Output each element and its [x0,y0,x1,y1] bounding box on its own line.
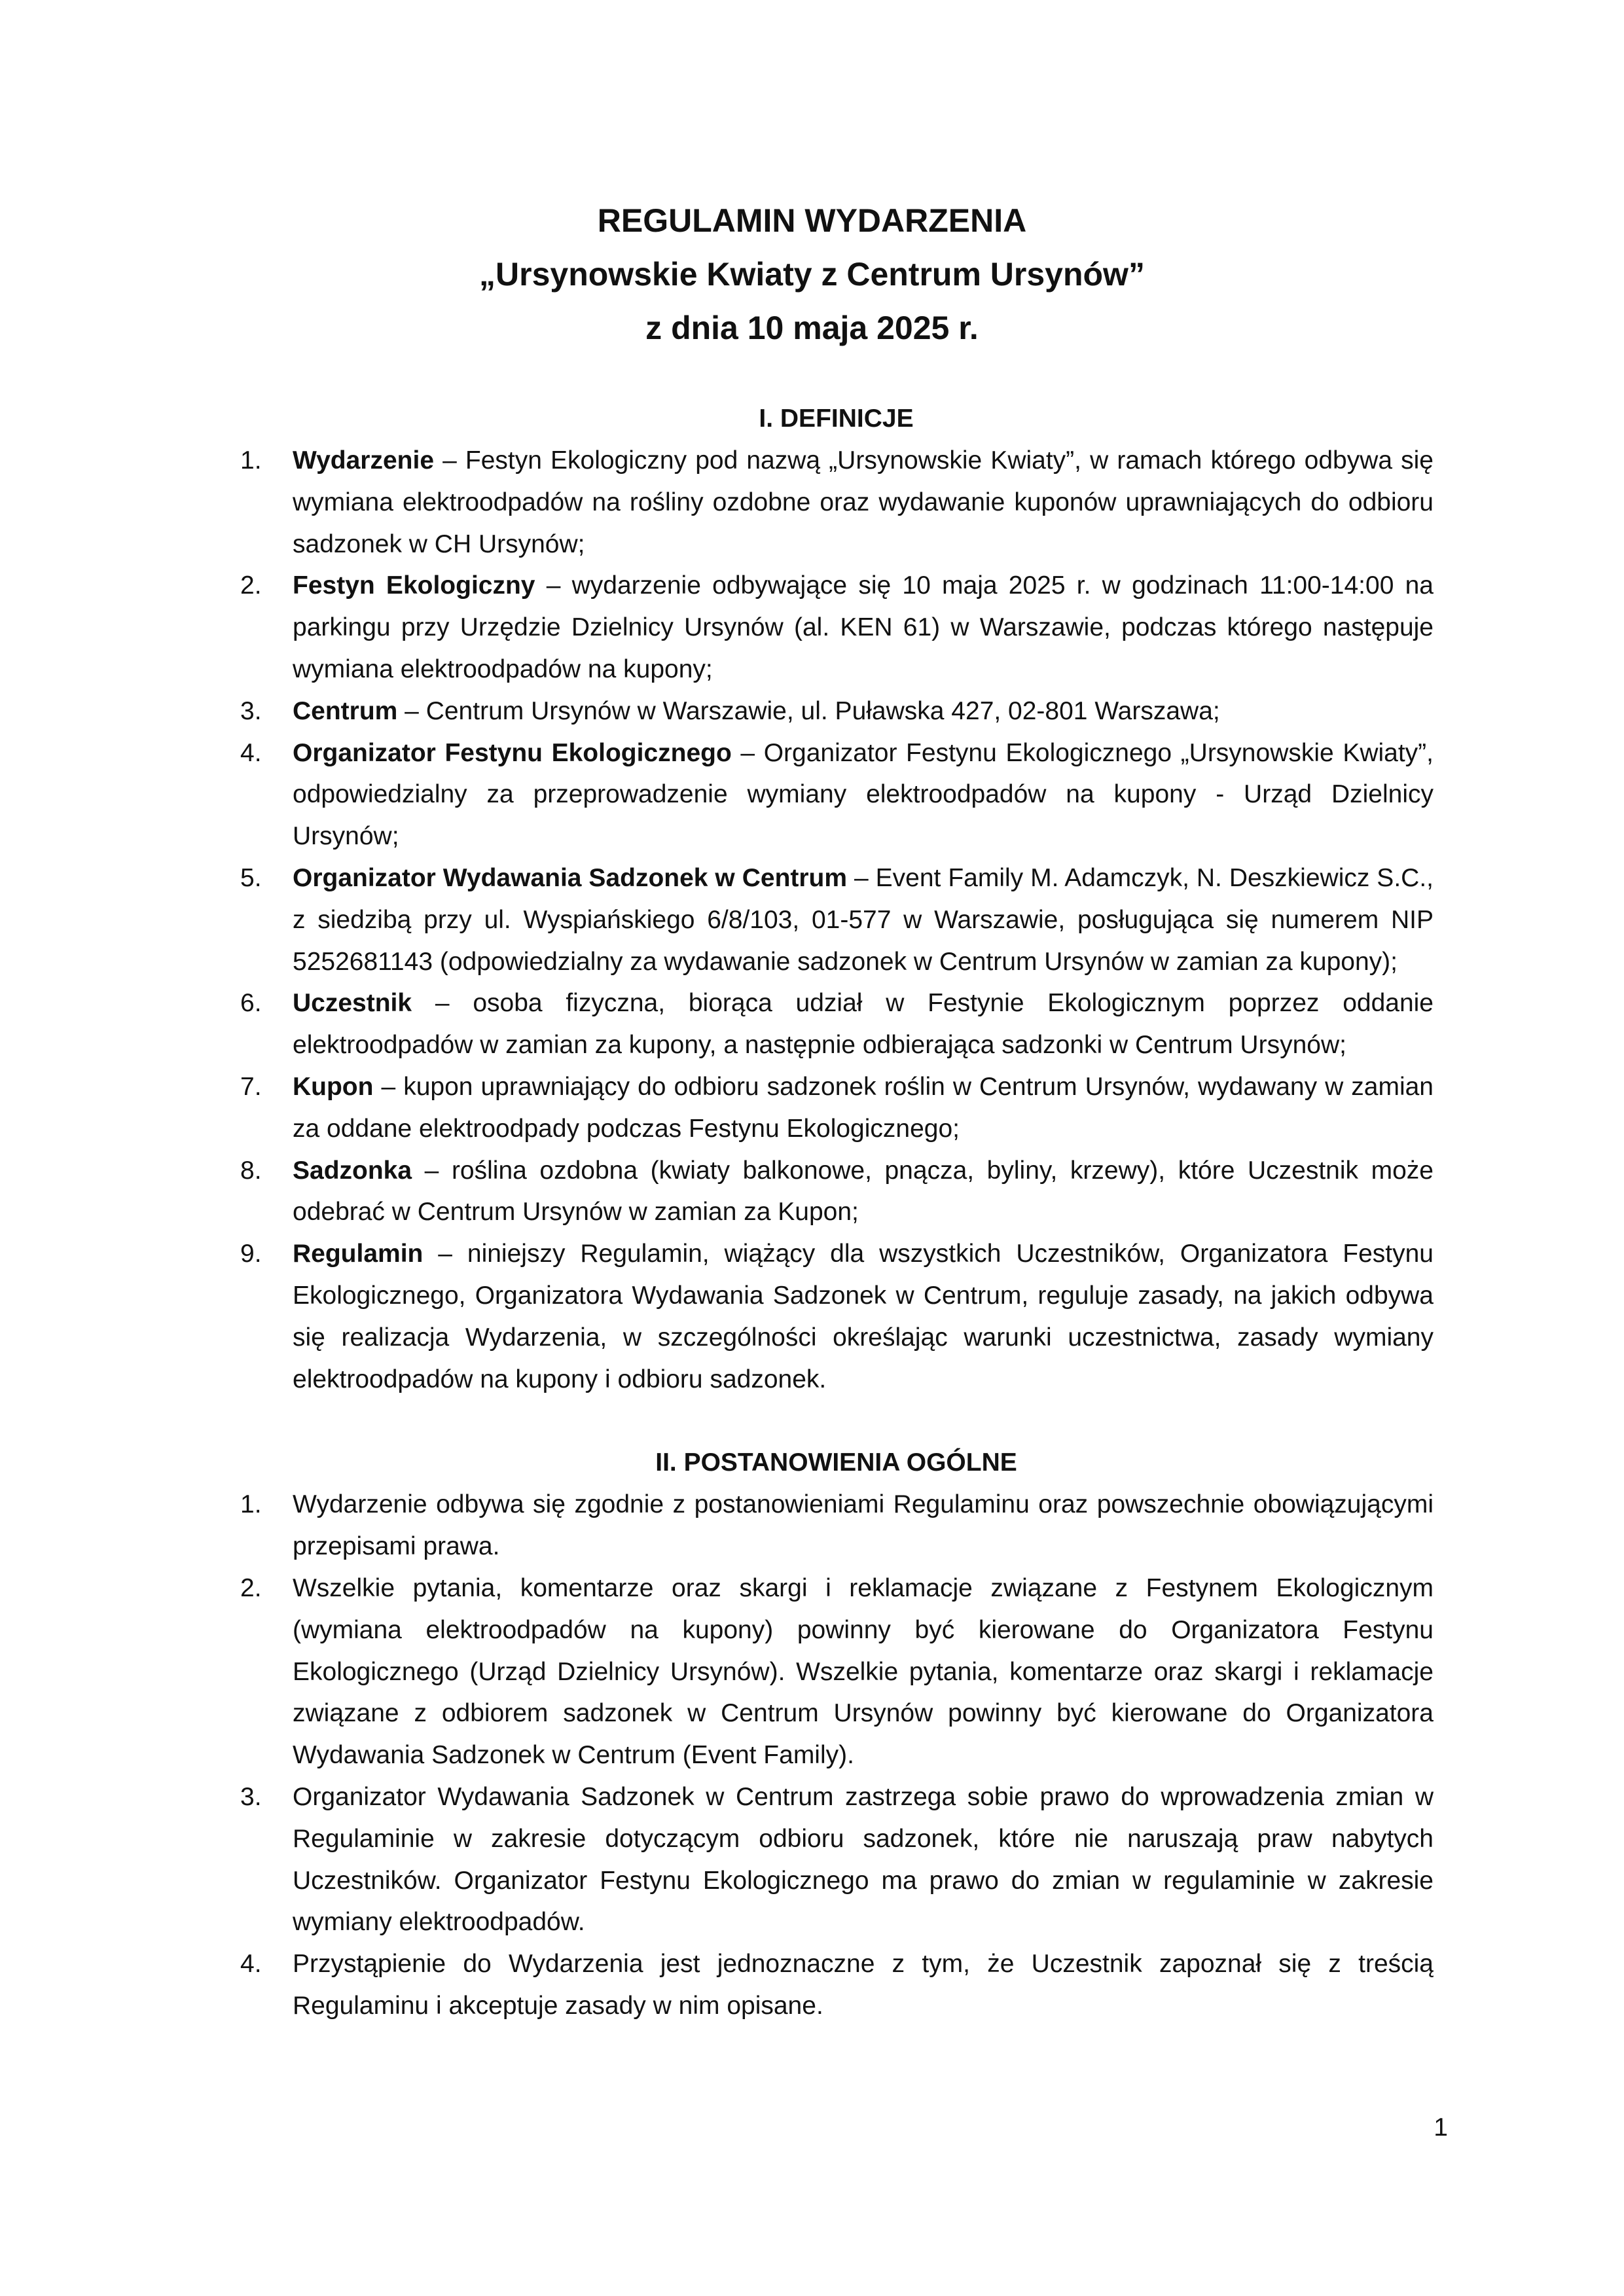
item-number: 4. [240,738,262,767]
section-heading-general-provisions: II. POSTANOWIENIA OGÓLNE [655,1448,1017,1477]
definition-text: – Organizator Festynu Ekologicznego „Ursynowskie Kwiaty”, odpowiedzialny za przeprowadzenie wymiany elektroodpadów na kupony - Urząd Dzielnicy Ursynów; [293,738,1434,851]
definition-text: – roślina ozdobna (kwiaty balkonowe, pnącza, byliny, krzewy), które Uczestnik może odebrać w Centrum Ursynów w zamian za Kupon; [293,1156,1434,1227]
title-line-1: REGULAMIN WYDARZENIA [597,202,1027,239]
list-item [239,1150,1434,1234]
defined-term: Festyn Ekologiczny [293,571,535,600]
document-body [239,398,1434,2027]
item-number: 2. [240,1573,262,1602]
title-line-2: „Ursynowskie Kwiaty z Centrum Ursynów” [479,256,1145,293]
provision-text: Organizator Wydawania Sadzonek w Centrum zastrzega sobie prawo do wprowadzenia zmian w Regulaminie w zakresie dotyczącym odbioru sadzonek, które nie naruszają praw nabytych Uczestników. Organizator Festynu Ekologicznego ma prawo do zmian w regulaminie w zakresie wymiany elektroodpadów. [293,1782,1434,1937]
list-item [239,1943,1434,2027]
list-item [239,982,1434,1066]
section-heading-definitions: I. DEFINICJE [759,404,914,433]
item-number: 1. [240,1490,262,1519]
item-number: 2. [240,571,262,600]
defined-term: Uczestnik [293,989,412,1018]
list-item [239,1066,1434,1150]
title-line-3: z dnia 10 maja 2025 r. [645,310,979,346]
list-item [239,440,1434,565]
list-item [239,1568,1434,1776]
defined-term: Kupon [293,1072,374,1101]
list-item [239,1776,1434,1943]
item-number: 4. [240,1950,262,1979]
provision-text: Przystąpienie do Wydarzenia jest jednoznaczne z tym, że Uczestnik zapoznał się z treścią Regulaminu i akceptuje zasady w nim opisane. [293,1950,1434,2020]
list-item [239,691,1434,732]
general-provisions-list [239,1484,1434,2026]
list-item [239,857,1434,982]
definition-text: – Festyn Ekologiczny pod nazwą „Ursynowskie Kwiaty”, w ramach którego odbywa się wymiana elektroodpadów na rośliny ozdobne oraz wydawanie kuponów uprawniających do odbioru sadzonek w CH Ursynów; [293,446,1434,558]
definitions-list [239,440,1434,1400]
defined-term: Wydarzenie [293,446,435,475]
item-number: 3. [240,1782,262,1811]
definition-text: – niniejszy Regulamin, wiążący dla wszystkich Uczestników, Organizatora Festynu Ekologicznego, Organizatora Wydawania Sadzonek w Centrum, reguluje zasady, na jakich odbywa się realizacja Wydarzenia, w szczególności określając warunki uczestnictwa, zasady wymiany elektroodpadów na kupony i odbioru sadzonek. [293,1240,1434,1393]
document-title [0,194,1624,355]
item-number: 9. [240,1240,262,1268]
definition-text: – osoba fizyczna, biorąca udział w Festynie Ekologicznym poprzez oddanie elektroodpadów w zamian za kupony, a następnie odbierająca sadzonki w Centrum Ursynów; [293,989,1434,1060]
item-number: 5. [240,863,262,892]
defined-term: Centrum [293,696,398,725]
definition-text: – Event Family M. Adamczyk, N. Deszkiewicz S.C., z siedzibą przy ul. Wyspiańskiego 6/8/103, 01-577 w Warszawie, posługująca się numerem NIP 5252681143 (odpowiedzialny za wydawanie sadzonek w Centrum Ursynów w zamian za kupony); [293,863,1434,976]
item-number: 1. [240,446,262,475]
definition-text: – Centrum Ursynów w Warszawie, ul. Puławska 427, 02-801 Warszawa; [397,696,1220,725]
defined-term: Organizator Wydawania Sadzonek w Centrum [293,863,848,892]
list-item [239,565,1434,690]
provision-text: Wydarzenie odbywa się zgodnie z postanowieniami Regulaminu oraz powszechnie obowiązującymi przepisami prawa. [293,1490,1434,1561]
defined-term: Sadzonka [293,1156,412,1185]
item-number: 7. [240,1072,262,1101]
list-item [239,1484,1434,1568]
item-number: 6. [240,989,262,1018]
definition-text: – wydarzenie odbywające się 10 maja 2025 r. w godzinach 11:00-14:00 na parkingu przy Urzędzie Dzielnicy Ursynów (al. KEN 61) w Warszawie, podczas którego następuje wymiana elektroodpadów na kupony; [293,571,1434,683]
item-number: 8. [240,1156,262,1185]
list-item [239,732,1434,857]
list-item [239,1233,1434,1400]
defined-term: Regulamin [293,1240,424,1268]
provision-text: Wszelkie pytania, komentarze oraz skargi i reklamacje związane z Festynem Ekologicznym (wymiana elektroodpadów na kupony) powinny być kierowane do Organizatora Festynu Ekologicznego (Urząd Dzielnicy Ursynów). Wszelkie pytania, komentarze oraz skargi i reklamacje związane z odbiorem sadzonek w Centrum Ursynów powinny być kierowane do Organizatora Wydawania Sadzonek w Centrum (Event Family). [293,1573,1434,1770]
page-number: 1 [1434,2113,1448,2142]
item-number: 3. [240,696,262,725]
definition-text: – kupon uprawniający do odbioru sadzonek roślin w Centrum Ursynów, wydawany w zamian za oddane elektroodpady podczas Festynu Ekologicznego; [293,1072,1434,1143]
defined-term: Organizator Festynu Ekologicznego [293,738,732,767]
